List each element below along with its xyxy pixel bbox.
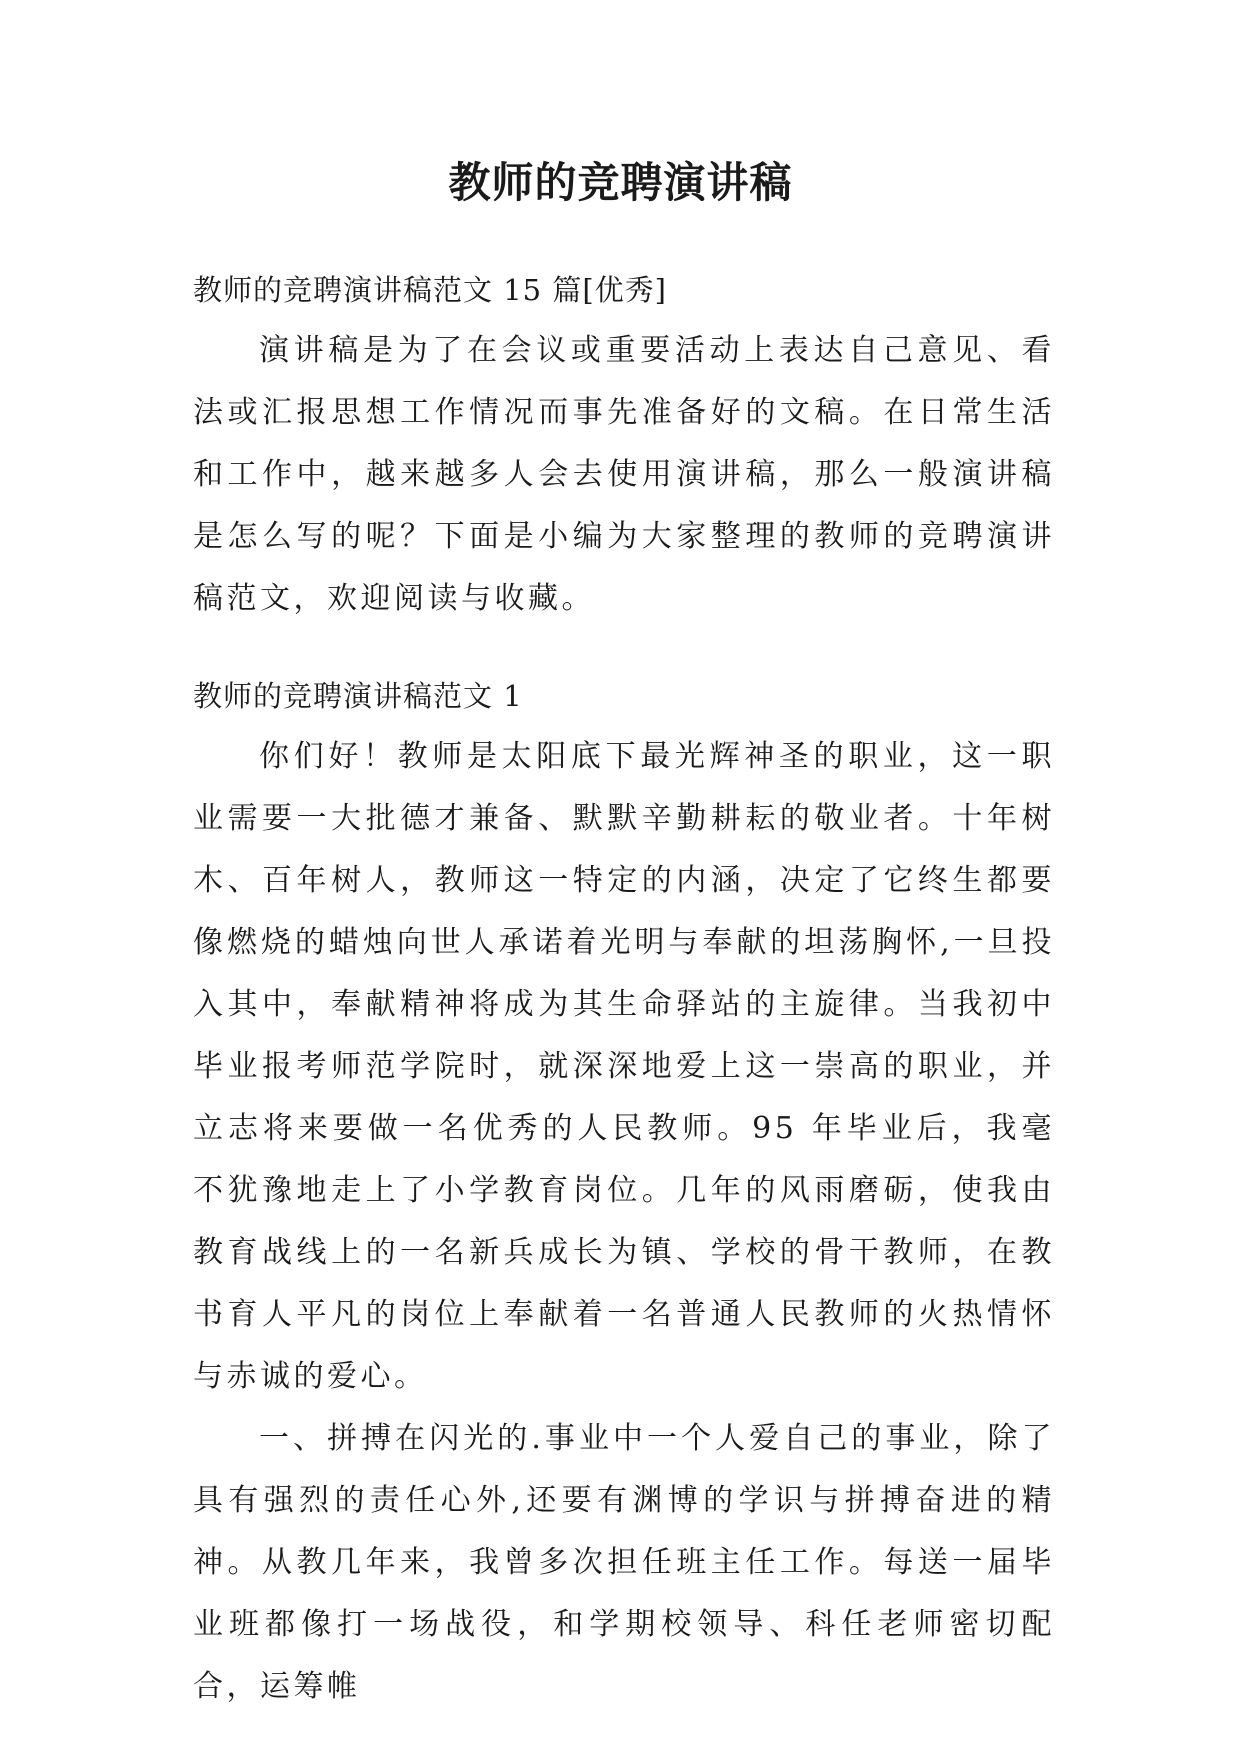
document-title: 教师的竞聘演讲稿 bbox=[448, 158, 793, 207]
section1-paragraph-2: 一、拼搏在闪光的.事业中一个人爱自己的事业，除了具有强烈的责任心外,还要有渊博的学识与拼搏奋进的精神。从教几年来，我曾多次担任班主任工作。每送一届毕业班都像打一场战役，和学期校领导、科任老师密切配合，运筹帷 bbox=[193, 1421, 1055, 1704]
section-heading-1: 教师的竞聘演讲稿范文 1 bbox=[193, 679, 523, 713]
document-body bbox=[193, 262, 1055, 1718]
section-gap bbox=[193, 630, 1055, 674]
section1-paragraph-1: 你们好！教师是太阳底下最光辉神圣的职业，这一职业需要一大批德才兼备、默默辛勤耕耘的敬业者。十年树木、百年树人，教师这一特定的内涵，决定了它终生都要像燃烧的蜡烛向世人承诺着光明与奉献的坦荡胸怀,一旦投入其中，奉献精神将成为其生命驿站的主旋律。当我初中毕业报考师范学院时，就深深地爱上这一崇高的职业，并立志将来要做一名优秀的人民教师。95 年毕业后，我毫不犹豫地走上了小学教育岗位。几年的风雨磨砺，使我由教育战线上的一名新兵成长为镇、学校的骨干教师，在教书育人平凡的岗位上奉献着一名普通人民教师的火热情怀与赤诚的爱心。 bbox=[193, 739, 1055, 1394]
collection-subtitle: 教师的竞聘演讲稿范文 15 篇[优秀] bbox=[193, 273, 667, 307]
intro-paragraph: 演讲稿是为了在会议或重要活动上表达自己意见、看法或汇报思想工作情况而事先准备好的文稿。在日常生活和工作中，越来越多人会去使用演讲稿，那么一般演讲稿是怎么写的呢？下面是小编为大家整理的教师的竞聘演讲稿范文，欢迎阅读与收藏。 bbox=[193, 333, 1055, 616]
